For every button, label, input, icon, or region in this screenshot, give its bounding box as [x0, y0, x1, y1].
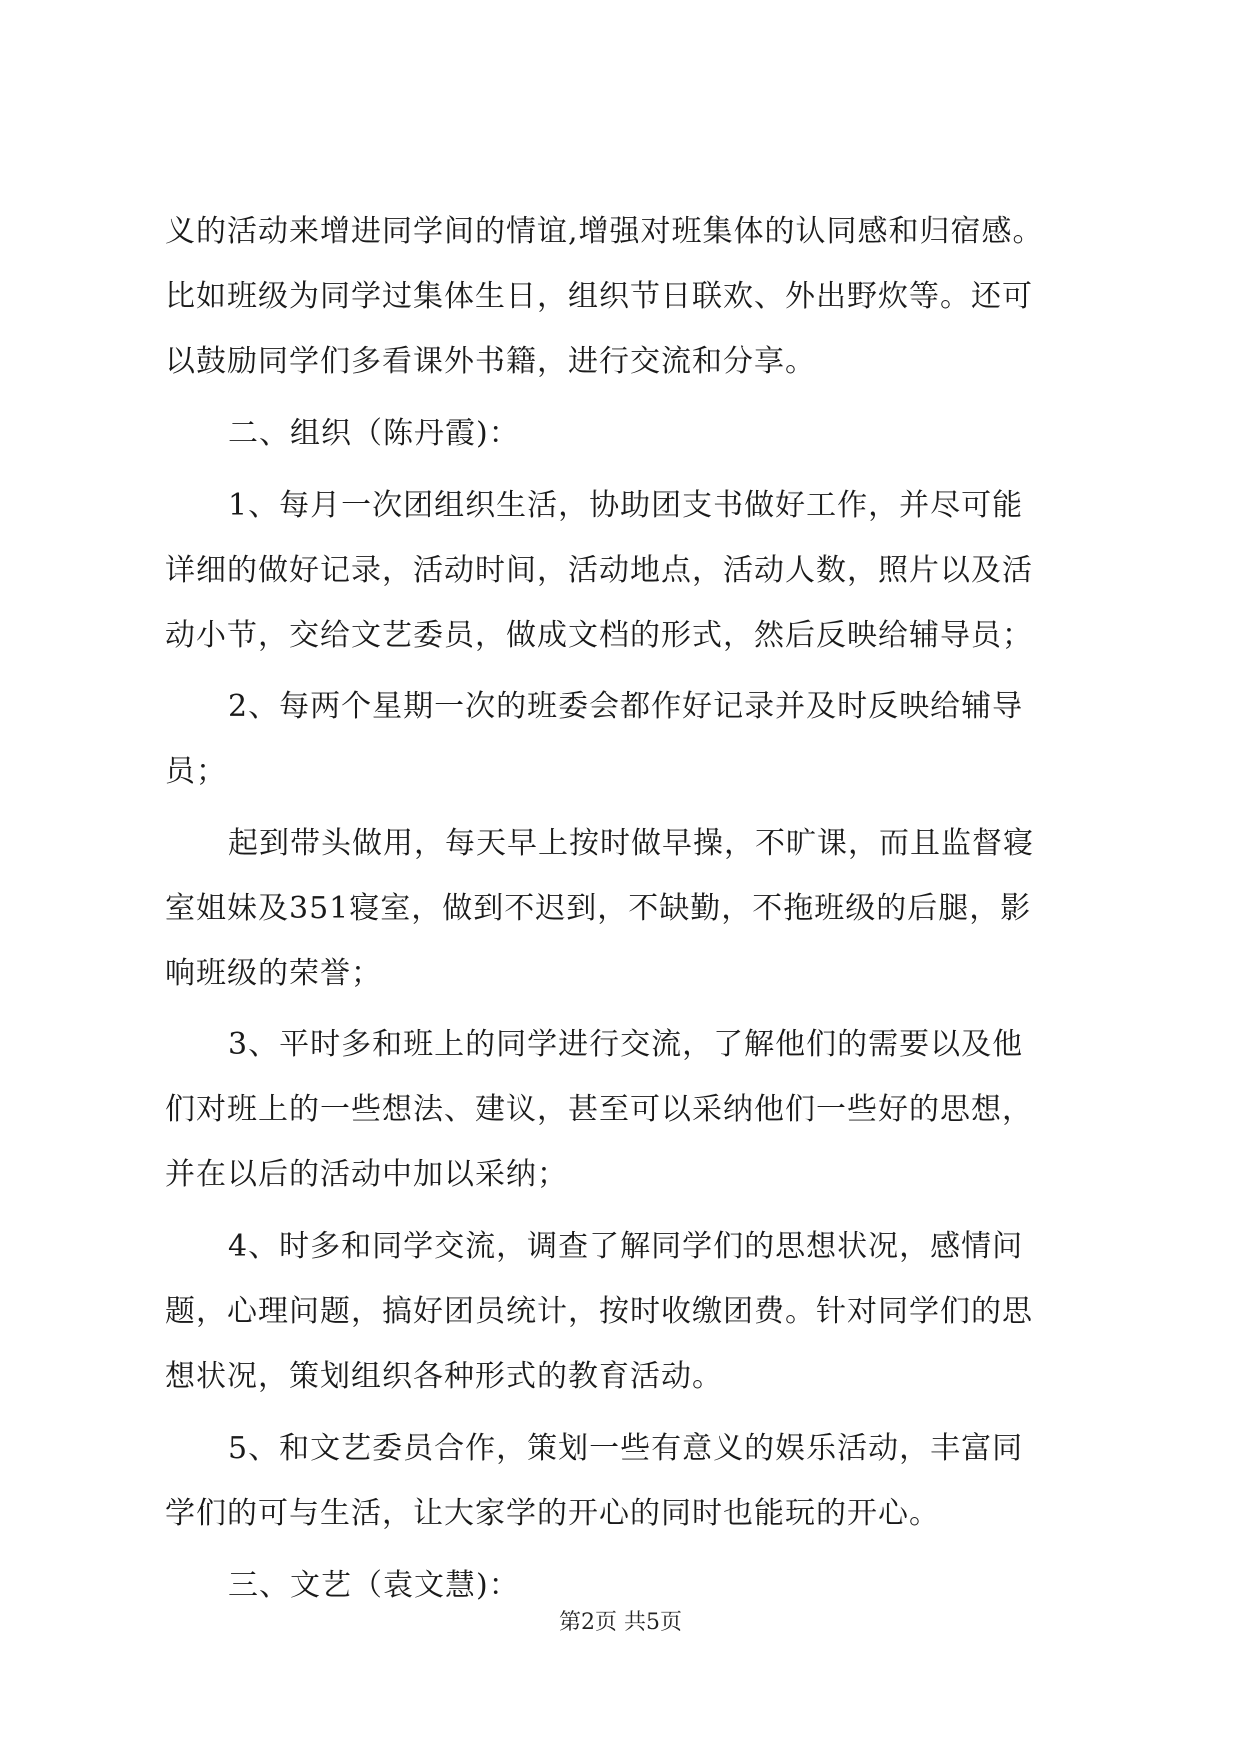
text-line: 起到带头做用，每天早上按时做早操，不旷课，而且监督寝	[228, 826, 1034, 861]
section-heading: 二、组织（陈丹霞)：	[228, 416, 520, 451]
page-footer: 第2页 共5页	[559, 1610, 682, 1635]
text-line: 比如班级为同学过集体生日，组织节日联欢、外出野炊等。还可	[165, 279, 1033, 314]
text-line: 题，心理问题，搞好团员统计，按时收缴团费。针对同学们的思	[165, 1294, 1033, 1329]
text-line: 1、每月一次团组织生活，协助团支书做好工作，并尽可能	[228, 488, 1024, 523]
text-line: 义的活动来增进同学间的情谊,增强对班集体的认同感和归宿感。	[165, 214, 1044, 249]
text-line: 以鼓励同学们多看课外书籍，进行交流和分享。	[165, 344, 816, 379]
text-line: 想状况，策划组织各种形式的教育活动。	[165, 1359, 723, 1394]
text-line: 员；	[165, 754, 227, 789]
text-line: 5、和文艺委员合作，策划一些有意义的娱乐活动，丰富同	[228, 1431, 1024, 1466]
section-heading: 三、文艺（袁文慧)：	[228, 1568, 520, 1603]
text-line: 响班级的荣誉；	[165, 956, 382, 991]
text-line: 2、每两个星期一次的班委会都作好记录并及时反映给辅导	[228, 689, 1024, 724]
text-line: 们对班上的一些想法、建议，甚至可以采纳他们一些好的思想，	[165, 1092, 1033, 1127]
text-line: 4、时多和同学交流，调查了解同学们的思想状况，感情问	[228, 1229, 1024, 1264]
text-line: 并在以后的活动中加以采纳；	[165, 1157, 568, 1192]
text-line: 3、平时多和班上的同学进行交流，了解他们的需要以及他	[228, 1027, 1024, 1062]
text-line: 动小节，交给文艺委员，做成文档的形式，然后反映给辅导员；	[165, 618, 1033, 653]
text-line: 室姐妹及351寝室，做到不迟到，不缺勤，不拖班级的后腿，影	[165, 891, 1032, 926]
text-line: 详细的做好记录，活动时间，活动地点，活动人数，照片以及活	[165, 553, 1033, 588]
text-line: 学们的可与生活，让大家学的开心的同时也能玩的开心。	[165, 1496, 940, 1531]
